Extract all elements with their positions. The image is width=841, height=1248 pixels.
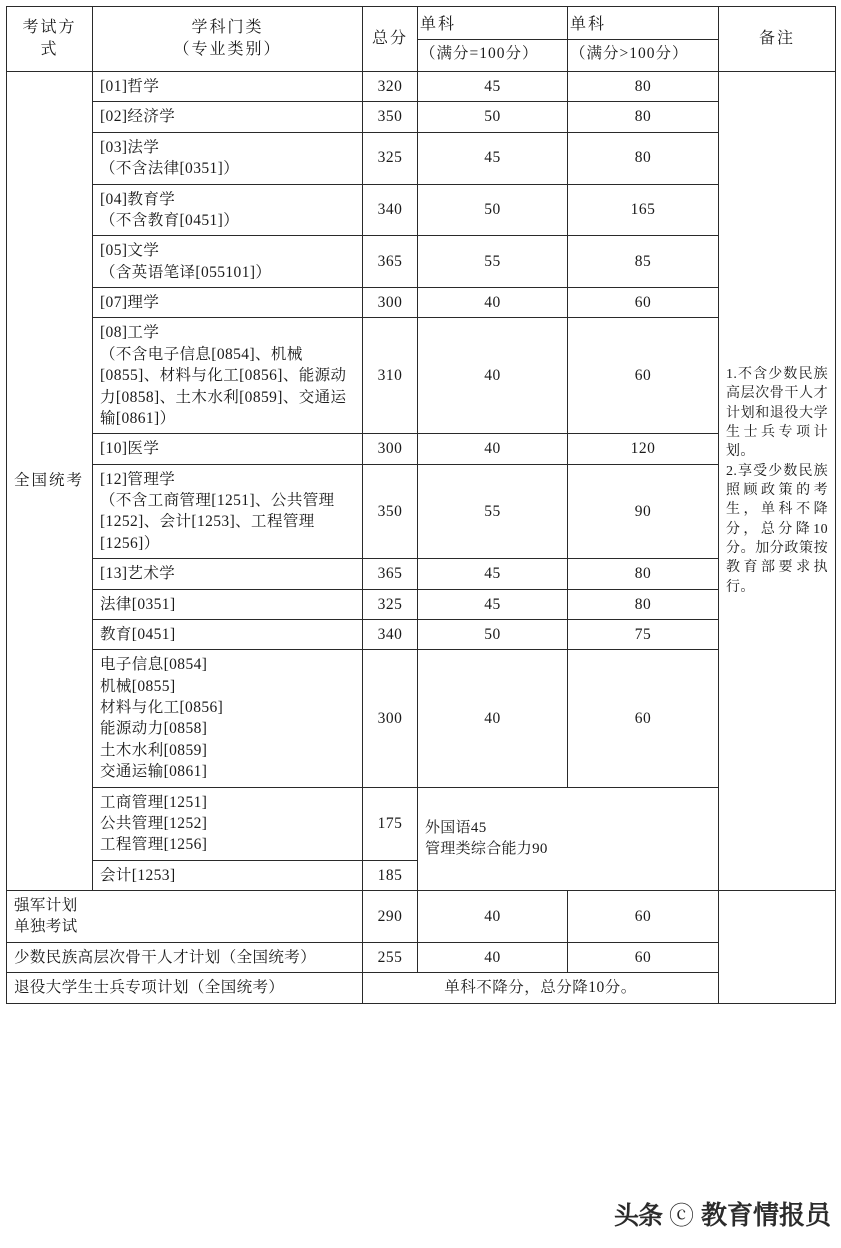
total-score-value: 290 [363,891,418,943]
subject-eq100-value: 45 [418,589,568,619]
subject-eq100-value: 40 [418,891,568,943]
discipline-name: [08]工学 （不含电子信息[0854]、机械[0855]、材料与化工[0856]、能源动力[0858]、土木水利[0859]、交通运输[0861]） [93,318,363,434]
total-score-value: 310 [363,318,418,434]
total-score-value: 350 [363,102,418,132]
subject-eq100-value: 40 [418,942,568,972]
header-subject-eq100-bottom: （满分=100分） [420,44,539,62]
watermark-platform: 头条 [613,1201,662,1230]
table-row [7,288,836,318]
total-score-value: 320 [363,72,418,102]
exam-mode-national: 全国统考 [7,72,93,891]
subject-gt100-value: 80 [568,72,719,102]
table-row [7,619,836,649]
watermark-at-icon: ⓒ [668,1201,694,1230]
remarks-note-1: 1.不含少数民族高层次骨干人才计划和退役大学生士兵专项计划。 [726,367,828,460]
table-row [7,973,836,1003]
subject-eq100-value: 55 [418,464,568,559]
management-subject-requirement: 外国语45 管理类综合能力90 [418,787,719,891]
table-row [7,650,836,787]
discipline-name: 工商管理[1251] 公共管理[1252] 工程管理[1256] [93,787,363,860]
discipline-name: [02]经济学 [93,102,363,132]
table-row [7,891,836,943]
table-row [7,184,836,236]
table-row [7,787,836,860]
special-program-label: 强军计划 单独考试 [7,891,363,943]
discipline-name: [01]哲学 [93,72,363,102]
table-row [7,559,836,589]
veteran-program-policy: 单科不降分，总分降10分。 [363,973,719,1003]
header-subject-eq100-top: 单科 [418,11,567,40]
discipline-name: 教育[0451] [93,619,363,649]
header-subject-eq100 [418,7,568,72]
subject-gt100-value: 85 [568,236,719,288]
subject-gt100-value: 60 [568,288,719,318]
total-score-value: 340 [363,619,418,649]
table-header-row [7,7,836,72]
table-row [7,464,836,559]
subject-gt100-value: 80 [568,102,719,132]
discipline-name: [04]教育学 （不含教育[0451]） [93,184,363,236]
total-score-value: 365 [363,236,418,288]
discipline-name: [13]艺术学 [93,559,363,589]
discipline-name: [07]理学 [93,288,363,318]
discipline-name: [12]管理学 （不含工商管理[1251]、公共管理[1252]、会计[1253]、工程管理[1256]） [93,464,363,559]
subject-eq100-value: 45 [418,132,568,184]
subject-eq100-value: 45 [418,72,568,102]
header-total-score: 总分 [363,7,418,72]
subject-gt100-value: 60 [568,891,719,943]
table-row [7,434,836,464]
discipline-name: 会计[1253] [93,860,363,890]
discipline-name: [03]法学 （不含法律[0351]） [93,132,363,184]
table-row [7,236,836,288]
total-score-value: 340 [363,184,418,236]
total-score-value: 255 [363,942,418,972]
total-score-value: 350 [363,464,418,559]
header-discipline: 学科门类 （专业类别） [93,7,363,72]
total-score-value: 325 [363,132,418,184]
watermark-account: 教育情报员 [700,1200,831,1230]
subject-eq100-value: 45 [418,559,568,589]
score-line-table [6,6,836,1004]
subject-eq100-value: 50 [418,102,568,132]
subject-gt100-value: 120 [568,434,719,464]
total-score-value: 185 [363,860,418,890]
header-subject-gt100-bottom: （满分>100分） [570,44,689,62]
veteran-program-label: 退役大学生士兵专项计划（全国统考） [7,973,363,1003]
table-row [7,318,836,434]
total-score-value: 300 [363,288,418,318]
table-row [7,102,836,132]
watermark [614,1195,831,1232]
subject-eq100-value: 40 [418,288,568,318]
subject-eq100-value: 40 [418,434,568,464]
remarks-empty-cell [719,891,836,1004]
total-score-value: 325 [363,589,418,619]
subject-gt100-value: 80 [568,589,719,619]
header-exam-mode: 考试方式 [7,7,93,72]
header-remarks: 备注 [719,7,836,72]
table-row [7,72,836,102]
subject-gt100-value: 90 [568,464,719,559]
subject-eq100-value: 40 [418,650,568,787]
subject-gt100-value: 60 [568,318,719,434]
header-subject-gt100 [568,7,719,72]
discipline-name: 电子信息[0854] 机械[0855] 材料与化工[0856] 能源动力[0858] 土木水利[0859] 交通运输[0861] [93,650,363,787]
subject-eq100-value: 50 [418,619,568,649]
table-row [7,589,836,619]
subject-gt100-value: 80 [568,132,719,184]
remarks-notes [719,72,836,891]
header-subject-gt100-top: 单科 [568,11,718,40]
total-score-value: 300 [363,650,418,787]
subject-gt100-value: 60 [568,650,719,787]
total-score-value: 365 [363,559,418,589]
subject-eq100-value: 55 [418,236,568,288]
subject-gt100-value: 80 [568,559,719,589]
total-score-value: 175 [363,787,418,860]
discipline-name: [05]文学 （含英语笔译[055101]） [93,236,363,288]
remarks-note-2: 2.享受少数民族照顾政策的考生，单科不降分，总分降10分。加分政策按教育部要求执行。 [726,463,828,595]
subject-gt100-value: 75 [568,619,719,649]
subject-eq100-value: 40 [418,318,568,434]
subject-eq100-value: 50 [418,184,568,236]
subject-gt100-value: 165 [568,184,719,236]
table-row [7,132,836,184]
table-row [7,942,836,972]
discipline-name: 法律[0351] [93,589,363,619]
special-program-label: 少数民族高层次骨干人才计划（全国统考） [7,942,363,972]
subject-gt100-value: 60 [568,942,719,972]
discipline-name: [10]医学 [93,434,363,464]
total-score-value: 300 [363,434,418,464]
